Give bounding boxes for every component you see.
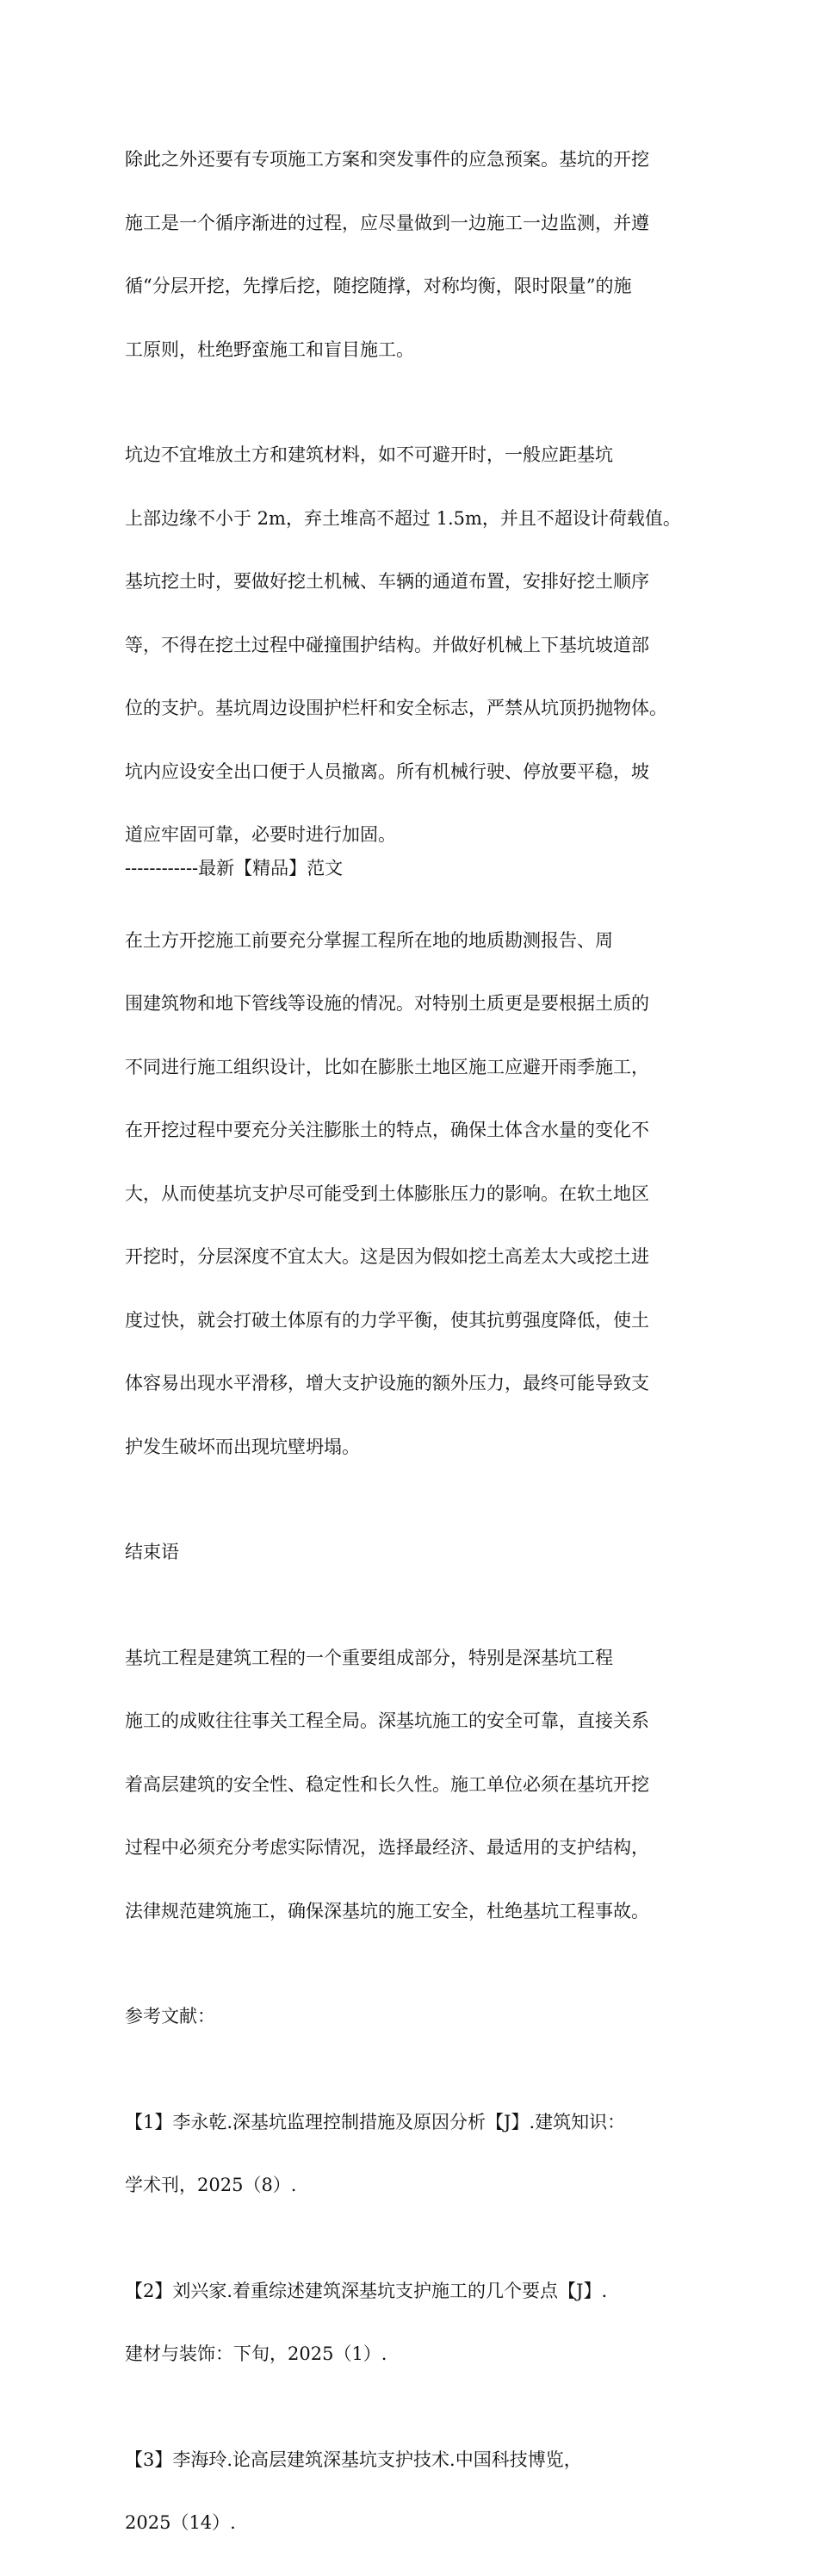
- text-line: 等，不得在挖土过程中碰撞围护结构。并做好机械上下基坑坡道部: [125, 634, 649, 655]
- paragraph-geology: [125, 888, 697, 1500]
- text-line: 护发生破坏而出现坑壁坍塌。: [125, 1436, 360, 1457]
- text-line: 围建筑物和地下管线等设施的情况。对特别土质更是要根据土质的: [125, 993, 649, 1014]
- text-line: 学术刊，2025（8）.: [125, 2175, 297, 2195]
- paragraph-pit-edge: [125, 402, 697, 888]
- text-line: 在开挖过程中要充分关注膨胀土的特点，确保土体含水量的变化不: [125, 1120, 649, 1140]
- footer-banner: ------------最新【精品】范文: [125, 858, 344, 878]
- reference-item: [125, 2238, 697, 2407]
- text-line: 【3】李海玲.论高层建筑深基坑支护技术.中国科技博览，: [125, 2449, 582, 2470]
- text-line: 【2】刘兴家.着重综述建筑深基坑支护施工的几个要点【J】.: [125, 2280, 608, 2301]
- text-line: 基坑挖土时，要做好挖土机械、车辆的通道布置，安排好挖土顺序: [125, 571, 649, 592]
- references-heading: [125, 1964, 697, 2070]
- text-line: 度过快，就会打破土体原有的力学平衡，使其抗剪强度降低，使土: [125, 1309, 649, 1331]
- heading-text: 结束语: [125, 1542, 179, 1562]
- heading-text: 参考文献：: [125, 2006, 215, 2027]
- text-line: 施工是一个循序渐进的过程，应尽量做到一边施工一边监测，并遵: [125, 212, 649, 233]
- paragraph-conclusion: [125, 1605, 697, 1965]
- text-line: 建材与装饰：下旬，2025（1）.: [125, 2343, 387, 2364]
- text-line: 着高层建筑的安全性、稳定性和长久性。施工单位必须在基坑开挖: [125, 1773, 649, 1795]
- text-line: 道应牢固可靠，必要时进行加固。: [125, 824, 396, 845]
- text-line: 基坑工程是建筑工程的一个重要组成部分，特别是深基坑工程: [125, 1647, 613, 1668]
- text-line: 坑边不宜堆放土方和建筑材料，如不可避开时，一般应距基坑: [125, 444, 613, 465]
- paragraph-emergency-plan: [125, 107, 697, 402]
- text-line: 【1】李永乾.深基坑监理控制措施及原因分析【J】.建筑知识：: [125, 2111, 626, 2132]
- text-line: 在土方开挖施工前要充分掌握工程所在地的地质勘测报告、周: [125, 929, 613, 951]
- text-line: 工原则，杜绝野蛮施工和盲目施工。: [125, 338, 414, 360]
- document-body: [125, 107, 697, 2576]
- text-line: 位的支护。基坑周边设围护栏杆和安全标志，严禁从坑顶扔抛物体。: [125, 698, 667, 718]
- text-line: 坑内应设安全出口便于人员撤离。所有机械行驶、停放要平稳，坡: [125, 760, 649, 782]
- text-line: 开挖时，分层深度不宜太大。这是因为假如挖土高差太大或挖土进: [125, 1246, 649, 1267]
- reference-item: [125, 2070, 697, 2238]
- text-line: 循“分层开挖，先撑后挖，随挖随撑，对称均衡，限时限量”的施: [125, 276, 632, 296]
- text-line: 大，从而使基坑支护尽可能受到土体膨胀压力的影响。在软土地区: [125, 1182, 649, 1204]
- text-line: 上部边缘不小于 2m，弃土堆高不超过 1.5m，并且不超设计荷载值。: [125, 507, 681, 529]
- text-line: 体容易出现水平滑移，增大支护设施的额外压力，最终可能导致支: [125, 1373, 649, 1394]
- conclusion-heading: [125, 1499, 697, 1605]
- text-line: 过程中必须充分考虑实际情况，选择最经济、最适用的支护结构，: [125, 1837, 649, 1858]
- text-line: 2025（14）.: [125, 2512, 236, 2533]
- reference-item: [125, 2407, 697, 2576]
- text-line: 法律规范建筑施工，确保深基坑的施工安全，杜绝基坑工程事故。: [125, 1900, 649, 1921]
- text-line: 不同进行施工组织设计，比如在膨胀土地区施工应避开雨季施工，: [125, 1056, 649, 1077]
- text-line: 施工的成败往往事关工程全局。深基坑施工的安全可靠，直接关系: [125, 1710, 649, 1731]
- text-line: 除此之外还要有专项施工方案和突发事件的应急预案。基坑的开挖: [125, 149, 649, 170]
